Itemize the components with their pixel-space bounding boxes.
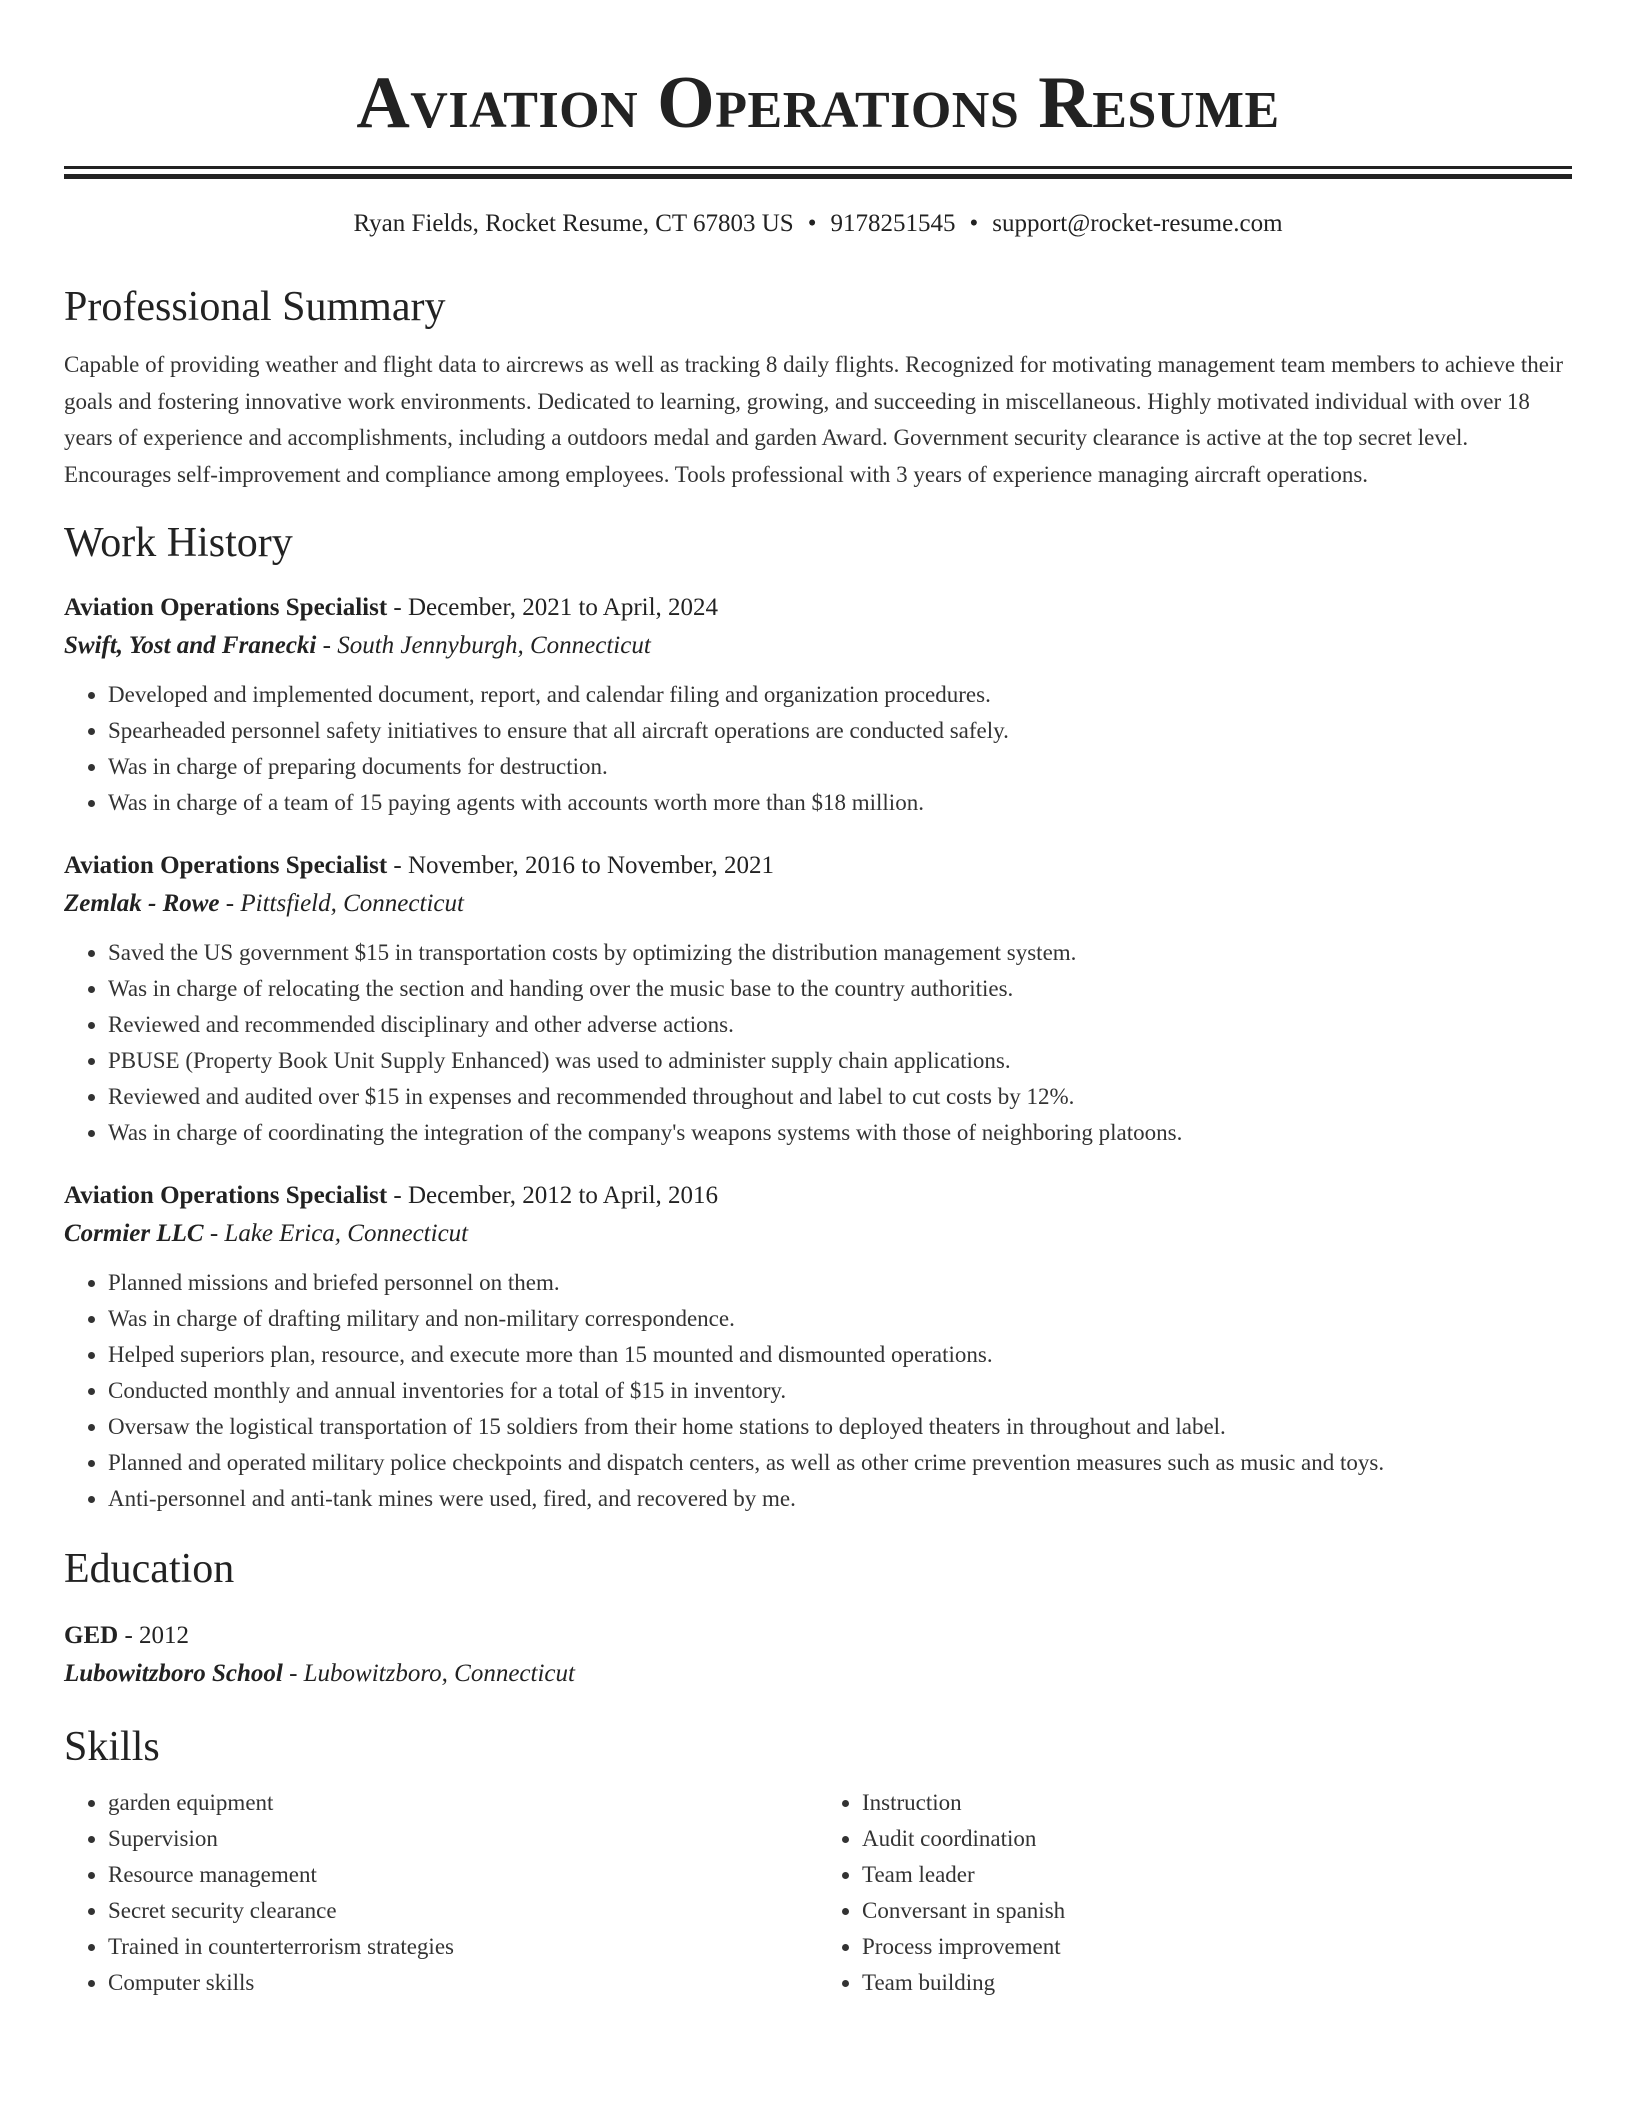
job-company-line [64,1215,1572,1253]
skill-item: • Process improvement [862,1929,1572,1965]
job-title: Aviation Operations Specialist [64,594,388,621]
job-location: Lake Erica, Connecticut [224,1220,469,1247]
list-item: • Helped superiors plan, resource, and execute more than 15 mounted and dismounted operations. [108,1337,1572,1373]
dash: - [387,852,408,879]
skill-item: • Conversant in spanish [862,1893,1572,1929]
skill-item: • Computer skills [108,1965,818,2001]
dash: - [219,890,241,917]
contact-separator: • [969,210,979,237]
skill-item: • Team leader [862,1857,1572,1893]
list-item: • Saved the US government $15 in transportation costs by optimizing the distribution management system. [108,935,1572,971]
list-item: • Planned and operated military police checkpoints and dispatch centers, as well as other crime prevention measures such as music and toys. [108,1445,1572,1481]
list-item: • Oversaw the logistical transportation of 15 soldiers from their home stations to deployed theaters in throughout and label. [108,1409,1572,1445]
skills-heading: Skills [64,1724,160,1770]
skills-column-right [818,1785,1572,2001]
job-bullets [64,935,1572,1151]
job-dates: December, 2012 to April, 2016 [408,1182,719,1209]
skills-column-left [64,1785,818,2001]
education-location: Lubowitzboro, Connecticut [303,1660,575,1687]
contact-separator: • [807,210,817,237]
job-entry [64,1177,1572,1517]
job-dates: November, 2016 to November, 2021 [408,852,774,879]
job-dates: December, 2021 to April, 2024 [408,594,719,621]
education-degree-line [64,1617,1572,1655]
job-bullets [64,1265,1572,1517]
skill-item: • Trained in counterterrorism strategies [108,1929,818,1965]
list-item: • Planned missions and briefed personnel on them. [108,1265,1572,1301]
education-school-line [64,1655,1572,1693]
job-company-line [64,627,1572,665]
contact-line [64,207,1572,241]
job-location: Pittsfield, Connecticut [240,890,464,917]
list-item: • Developed and implemented document, report, and calendar filing and organization procedures. [108,677,1572,713]
skill-item: • Audit coordination [862,1821,1572,1857]
dash: - [387,594,408,621]
title-divider [64,166,1572,179]
education-degree: GED [64,1622,119,1649]
resume-page [64,0,1572,2001]
education-year: 2012 [139,1622,190,1649]
education-heading: Education [64,1546,235,1592]
dash: - [316,632,338,659]
skill-item: • Supervision [108,1821,818,1857]
job-title-line [64,589,1572,627]
list-item: • Conducted monthly and annual inventories for a total of $15 in inventory. [108,1373,1572,1409]
list-item: • Anti-personnel and anti-tank mines were used, fired, and recovered by me. [108,1481,1572,1517]
job-company: Zemlak - Rowe [64,890,220,917]
dash: - [203,1220,225,1247]
list-item: • PBUSE (Property Book Unit Supply Enhanced) was used to administer supply chain applications. [108,1043,1572,1079]
dash: - [387,1182,408,1209]
list-item: • Reviewed and recommended disciplinary and other adverse actions. [108,1007,1572,1043]
list-item: • Was in charge of a team of 15 paying agents with accounts worth more than $18 million. [108,785,1572,821]
list-item: • Spearheaded personnel safety initiatives to ensure that all aircraft operations are conducted safely. [108,713,1572,749]
contact-email: support@rocket-resume.com [992,210,1283,237]
list-item: • Was in charge of preparing documents for destruction. [108,749,1572,785]
dash: - [282,1660,304,1687]
summary-heading: Professional Summary [64,284,446,330]
job-entry [64,589,1572,821]
work-history-heading: Work History [64,520,293,566]
skill-item: • Secret security clearance [108,1893,818,1929]
summary-text: Capable of providing weather and flight data to aircrews as well as tracking 8 daily flights. Recognized for motivating management team members to achieve their goals and fostering innovative work environments. Dedicated to learning, growing, and succeeding in miscellaneous. Highly motivated individual with over 18 years of experience and accomplishments, including a outdoors medal and garden Award. Government security clearance is active at the top secret level. Encourages self-improvement and compliance among employees. Tools professional with 3 years of experience managing aircraft operations. [64,352,1563,487]
job-title: Aviation Operations Specialist [64,852,388,879]
job-company-line [64,885,1572,923]
job-entry [64,847,1572,1151]
job-title-line [64,847,1572,885]
page-title: Aviation Operations Resume [356,62,1280,144]
job-title-line [64,1177,1572,1215]
skill-item: • Resource management [108,1857,818,1893]
list-item: • Was in charge of drafting military and non-military correspondence. [108,1301,1572,1337]
job-company: Swift, Yost and Franecki [64,632,317,659]
list-item: • Reviewed and audited over $15 in expenses and recommended throughout and label to cut costs by 12%. [108,1079,1572,1115]
job-title: Aviation Operations Specialist [64,1182,388,1209]
contact-phone: 9178251545 [830,210,956,237]
job-bullets [64,677,1572,821]
job-location: South Jennyburgh, Connecticut [337,632,651,659]
education-entry [64,1617,1572,1693]
education-school: Lubowitzboro School [64,1660,283,1687]
job-company: Cormier LLC [64,1220,204,1247]
skill-item: • Team building [862,1965,1572,2001]
skills-list [64,1785,1572,2001]
contact-address: Ryan Fields, Rocket Resume, CT 67803 US [353,210,794,237]
skill-item: • garden equipment [108,1785,818,1821]
dash: - [118,1622,140,1649]
list-item: • Was in charge of coordinating the integration of the company's weapons systems with those of neighboring platoons. [108,1115,1572,1151]
list-item: • Was in charge of relocating the section and handing over the music base to the country authorities. [108,971,1572,1007]
skill-item: • Instruction [862,1785,1572,1821]
